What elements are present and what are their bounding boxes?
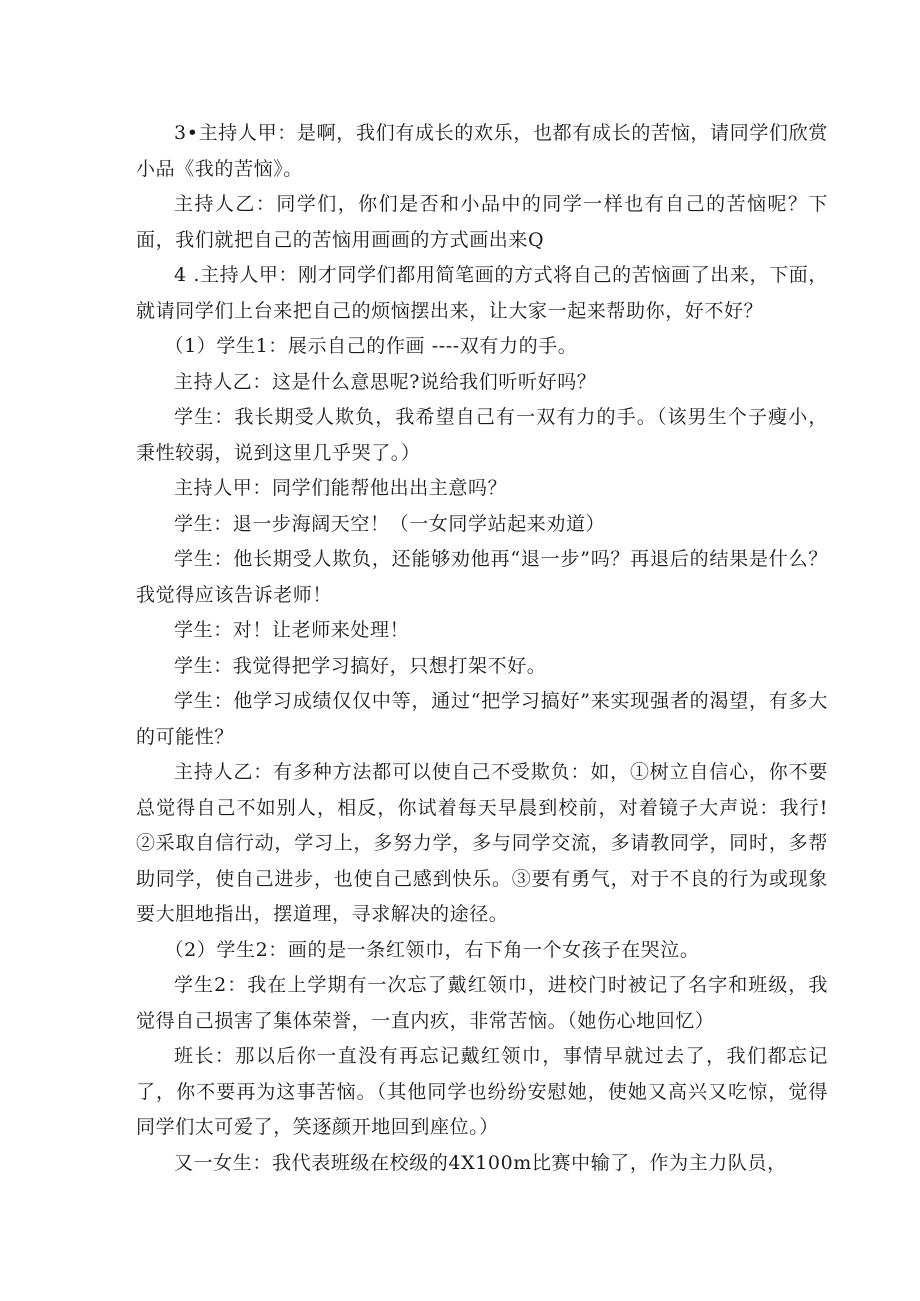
paragraph-student-tell-teacher: 学生：他长期受人欺负，还能够劝他再“退一步”吗？再退后的结果是什么？我觉得应该告诉老师！ <box>136 548 828 606</box>
paragraph-host-b-methods: 主持人乙：有多种方法都可以使自己不受欺负：如，①树立自信心，你不要总觉得自己不如别人，相反，你试着每天早晨到校前，对着镜子大声说：我行!②采取自信行动，学习上，多努力学，多与同学交流，多请教同学，同时，多帮助同学，使自己进步，也使自己感到快乐。③要有勇气，对于不良的行为或现象要大胆地指出，摆道理，寻求解决的途径。 <box>136 761 828 925</box>
paragraph-host-a-intro: 3•主持人甲：是啊，我们有成长的欢乐，也都有成长的苦恼，请同学们欣赏小品《我的苦恼》。 <box>136 122 828 180</box>
paragraph-host-a-present: 4 .主持人甲：刚才同学们都用简笔画的方式将自己的苦恼画了出来，下面，就请同学们上台来把自己的烦恼摆出来，让大家一起来帮助你，好不好？ <box>136 264 828 322</box>
paragraph-another-girl: 又一女生：我代表班级在校级的4X100m比赛中输了，作为主力队员， <box>174 1151 787 1174</box>
paragraph-monitor: 班长：那以后你一直没有再忘记戴红领巾，事情早就过去了，我们都忘记了，你不要再为这事苦恼。（其他同学也纷纷安慰她，使她又高兴又吃惊，觉得同学们太可爱了，笑逐颜开地回到座位。） <box>136 1045 828 1138</box>
paragraph-student-possibility: 学生：他学习成绩仅仅中等，通过“把学习搞好”来实现强者的渴望，有多大的可能性？ <box>136 690 828 748</box>
document-page <box>136 116 828 1181</box>
paragraph-student-step-back: 学生：退一步海阔天空！（一女同学站起来劝道） <box>174 512 606 535</box>
paragraph-student-2-story: 学生2：我在上学期有一次忘了戴红领巾，进校门时被记了名字和班级，我觉得自己损害了集体荣誉，一直内疚，非常苦恼。（她伤心地回忆） <box>136 974 828 1032</box>
paragraph-student-bullied: 学生：我长期受人欺负，我希望自己有一双有力的手。（该男生个子瘦小，秉性较弱，说到这里几乎哭了。） <box>136 406 828 464</box>
paragraph-student-study: 学生：我觉得把学习搞好，只想打架不好。 <box>174 654 547 677</box>
paragraph-student-2: （2）学生2：画的是一条红领巾，右下角一个女孩子在哭泣。 <box>164 938 700 961</box>
paragraph-host-b-question: 主持人乙：这是什么意思呢?说给我们听听好吗？ <box>174 370 597 393</box>
paragraph-host-b-drawing: 主持人乙：同学们，你们是否和小品中的同学一样也有自己的苦恼呢？下面，我们就把自己的苦恼用画画的方式画出来Q <box>136 193 828 251</box>
paragraph-student-1: （1）学生1：展示自己的作画 ----双有力的手。 <box>164 335 578 357</box>
paragraph-student-agree: 学生：对！让老师来处理！ <box>174 619 410 641</box>
paragraph-host-a-help: 主持人甲：同学们能帮他出出主意吗？ <box>174 477 508 499</box>
